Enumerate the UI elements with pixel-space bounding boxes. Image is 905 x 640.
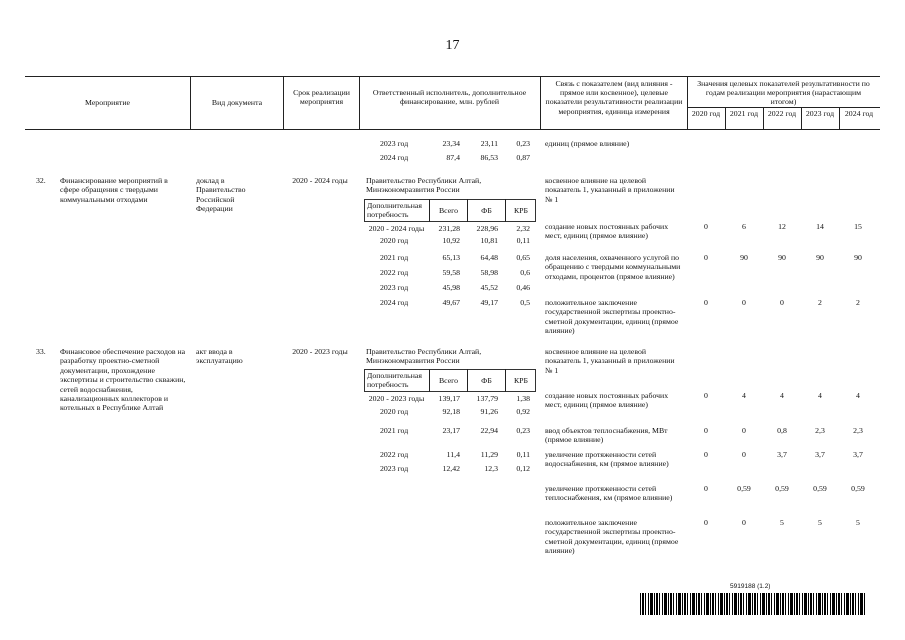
item32-val: 0 — [704, 253, 708, 262]
item33-fin-year: 2021 год — [380, 426, 409, 435]
item32-need-label: Дополнительная потребность — [367, 201, 422, 220]
item33-indicator: ввод объектов теплоснабжения, МВт (прямое влияние) — [545, 426, 668, 445]
item33-val: 0,59 — [813, 484, 827, 493]
header-top-rule — [25, 76, 880, 77]
item32-fin-total: 231,28 — [438, 224, 460, 233]
item32-term: 2020 - 2024 годы — [292, 176, 348, 185]
item32-val: 0 — [704, 298, 708, 307]
item33-fin-krb: 0,11 — [516, 450, 530, 459]
header-bottom-rule — [25, 129, 880, 130]
item33-val: 0,59 — [737, 484, 751, 493]
item33-fin-fb: 12,3 — [484, 464, 498, 473]
item33-fin-fb: 11,29 — [480, 450, 498, 459]
item33-fin-fb: 137,79 — [476, 394, 498, 403]
item32-val: 0 — [780, 298, 784, 307]
item33-val: 3,7 — [815, 450, 825, 459]
item33-val: 2,3 — [815, 426, 825, 435]
item32-fin-fb: 10,81 — [480, 236, 498, 245]
header-year-2020: 2020 год — [691, 109, 721, 118]
item32-val: 90 — [816, 253, 824, 262]
item33-col-total: Всего — [438, 376, 459, 385]
item33-fin-krb: 1,38 — [516, 394, 530, 403]
item32-fin-fb: 228,96 — [476, 224, 498, 233]
header-year-2021: 2021 год — [729, 109, 759, 118]
carry-total: 87,4 — [446, 153, 460, 162]
item32-name: Финансирование мероприятий в сфере обращения с твердыми коммунальными отходами — [60, 176, 168, 204]
item33-fin-year: 2020 год — [380, 407, 409, 416]
item32-val: 90 — [778, 253, 786, 262]
item33-val: 0 — [704, 484, 708, 493]
header-divider — [540, 76, 541, 129]
item33-val: 3,7 — [777, 450, 787, 459]
carry-year: 2023 год — [380, 139, 409, 148]
item33-doc: акт ввода в эксплуатацию — [196, 347, 243, 366]
item33-val: 5 — [780, 518, 784, 527]
years-subheader-rule — [687, 107, 880, 108]
item33-val: 0 — [704, 450, 708, 459]
barcode-image — [640, 593, 866, 615]
item32-col-total: Всего — [438, 206, 459, 215]
item33-fin-year: 2022 год — [380, 450, 409, 459]
item33-val: 0 — [742, 518, 746, 527]
page-number: 17 — [445, 38, 460, 53]
item33-indicator: увеличение протяженности сетей водоснабжения, км (прямое влияние) — [545, 450, 669, 469]
item32-val: 15 — [854, 222, 862, 231]
carry-krb: 0,23 — [516, 139, 530, 148]
item32-fin-total: 49,67 — [442, 298, 460, 307]
item33-fin-fb: 22,94 — [480, 426, 498, 435]
item32-fin-total: 65,13 — [442, 253, 460, 262]
item32-fin-krb: 0,11 — [516, 236, 530, 245]
item32-val: 0 — [704, 222, 708, 231]
header-link: Связь с показателем (вид влияния - прямое или косвенное), целевые показатели результативности реализации мероприятия, единица измерения — [545, 79, 683, 116]
item33-val: 4 — [742, 391, 746, 400]
item32-fin-krb: 2,32 — [516, 224, 530, 233]
item33-fin-fb: 91,26 — [480, 407, 498, 416]
item33-executor: Правительство Республики Алтай, Минэкономразвития России — [366, 347, 482, 366]
item32-val: 2 — [818, 298, 822, 307]
item33-val: 0 — [704, 426, 708, 435]
item32-fin-total: 10,92 — [442, 236, 460, 245]
item33-val: 0,59 — [851, 484, 865, 493]
item33-val: 0,59 — [775, 484, 789, 493]
item32-fin-krb: 0,6 — [520, 268, 530, 277]
item32-val: 90 — [854, 253, 862, 262]
item33-val: 0 — [742, 426, 746, 435]
item32-fin-year: 2023 год — [380, 283, 409, 292]
item32-fin-year: 2022 год — [380, 268, 409, 277]
item33-need-label: Дополнительная потребность — [367, 371, 422, 390]
item32-indicator: положительное заключение государственной экспертизы проектно-сметной документации, единиц (прямое влияние) — [545, 298, 679, 336]
item32-doc: доклад в Правительство Российской Федерации — [196, 176, 246, 214]
item32-indicator: создание новых постоянных рабочих мест, единиц (прямое влияние) — [545, 222, 669, 241]
item33-col-fb: ФБ — [481, 376, 492, 385]
carry-total: 23,34 — [442, 139, 460, 148]
item33-val: 4 — [856, 391, 860, 400]
item33-link-head: косвенное влияние на целевой показатель 1, указанный в приложении № 1 — [545, 347, 675, 375]
header-measure: Мероприятие — [85, 98, 130, 107]
carry-year: 2024 год — [380, 153, 409, 162]
item32-val: 2 — [856, 298, 860, 307]
item33-val: 0 — [704, 518, 708, 527]
header-year-2024: 2024 год — [844, 109, 874, 118]
item32-executor: Правительство Республики Алтай, Минэкономразвития России — [366, 176, 482, 195]
item33-fin-year: 2023 год — [380, 464, 409, 473]
header-doc-type: Вид документа — [211, 98, 263, 107]
item32-fin-year: 2024 год — [380, 298, 409, 307]
item33-fin-total: 23,17 — [442, 426, 460, 435]
item32-val: 6 — [742, 222, 746, 231]
item32-col-krb: КРБ — [513, 206, 528, 215]
item33-col-krb: КРБ — [513, 376, 528, 385]
item33-fin-total: 92,18 — [442, 407, 460, 416]
item32-fin-year: 2020 год — [380, 236, 409, 245]
item33-fin-total: 12,42 — [442, 464, 460, 473]
item32-fin-year: 2020 - 2024 годы — [368, 224, 425, 233]
barcode-label: 5919188 (1.2) — [730, 583, 771, 590]
header-year-2022: 2022 год — [767, 109, 797, 118]
item32-col-fb: ФБ — [481, 206, 492, 215]
header-executor: Ответственный исполнитель, дополнительное финансирование, млн. рублей — [372, 88, 527, 107]
item32-fin-total: 45,98 — [442, 283, 460, 292]
item32-fin-fb: 49,17 — [480, 298, 498, 307]
item32-indicator: доля населения, охваченного услугой по обращению с твердыми коммунальными отходами, процентов (прямое влияние) — [545, 253, 681, 281]
carry-link-tail: единиц (прямое влияние) — [545, 139, 630, 148]
item33-val: 0 — [704, 391, 708, 400]
item33-val: 2,3 — [853, 426, 863, 435]
item33-indicator: положительное заключение государственной экспертизы проектно-сметной документации, единиц (прямое влияние) — [545, 518, 679, 556]
item33-val: 5 — [856, 518, 860, 527]
item32-val: 90 — [740, 253, 748, 262]
item33-fin-total: 11,4 — [446, 450, 460, 459]
item33-fin-krb: 0,92 — [516, 407, 530, 416]
item33-name: Финансовое обеспечение расходов на разработку проектно-сметной документации, прохождение экспертизы и строительство скважин, сетей водоснабжения, канализационных коллекторов и котельных в Республике Алтай — [60, 347, 186, 413]
header-divider — [359, 76, 360, 129]
item33-fin-krb: 0,23 — [516, 426, 530, 435]
item33-number: 33. — [36, 347, 46, 356]
item33-val: 3,7 — [853, 450, 863, 459]
item32-number: 32. — [36, 176, 46, 185]
item32-val: 0 — [742, 298, 746, 307]
item32-link-head: косвенное влияние на целевой показатель 1, указанный в приложении № 1 — [545, 176, 675, 204]
item32-fin-total: 59,58 — [442, 268, 460, 277]
item32-fin-fb: 45,52 — [480, 283, 498, 292]
item32-fin-krb: 0,5 — [520, 298, 530, 307]
item32-fin-krb: 0,46 — [516, 283, 530, 292]
item33-val: 4 — [818, 391, 822, 400]
carry-fb: 23,11 — [480, 139, 498, 148]
item32-val: 14 — [816, 222, 824, 231]
item32-fin-fb: 64,48 — [480, 253, 498, 262]
carry-krb: 0,87 — [516, 153, 530, 162]
item33-val: 4 — [780, 391, 784, 400]
item33-val: 5 — [818, 518, 822, 527]
header-year-2023: 2023 год — [805, 109, 835, 118]
header-term: Срок реализации мероприятия — [293, 88, 350, 107]
item33-term: 2020 - 2023 годы — [292, 347, 348, 356]
item33-fin-total: 139,17 — [438, 394, 460, 403]
item33-val: 0 — [742, 450, 746, 459]
carry-fb: 86,53 — [480, 153, 498, 162]
header-divider — [687, 76, 688, 129]
item33-indicator: создание новых постоянных рабочих мест, единиц (прямое влияние) — [545, 391, 669, 410]
item32-val: 12 — [778, 222, 786, 231]
header-values: Значения целевых показателей результативности по годам реализации мероприятия (нарастающим итогом) — [697, 79, 870, 107]
item33-val: 0,8 — [777, 426, 787, 435]
item33-indicator: увеличение протяженности сетей теплоснабжения, км (прямое влияние) — [545, 484, 673, 503]
item32-fin-krb: 0,65 — [516, 253, 530, 262]
item32-fin-year: 2021 год — [380, 253, 409, 262]
item33-fin-krb: 0,12 — [516, 464, 530, 473]
item32-fin-fb: 58,98 — [480, 268, 498, 277]
item33-fin-year: 2020 - 2023 годы — [368, 394, 425, 403]
